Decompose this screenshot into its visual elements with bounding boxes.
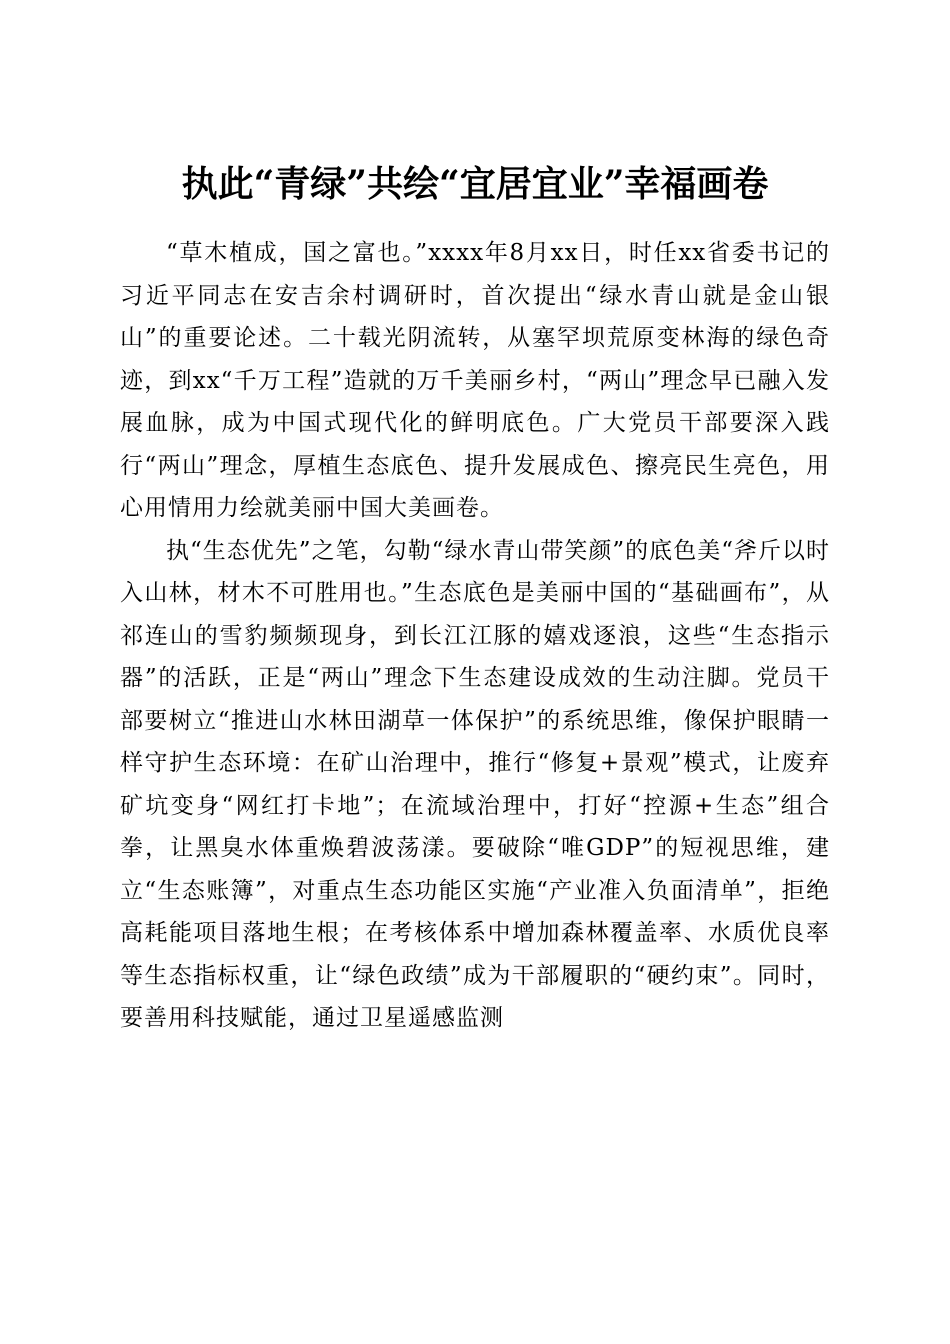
paragraph-intro: “草木植成，国之富也。”xxxx年8月xx日，时任xx省委书记的习近平同志在安吉余村调研时，首次提出“绿水青山就是金山银山”的重要论述。二十载光阴流转，从塞罕坝荒原变林海的绿色奇迹，到xx“千万工程”造就的万千美丽乡村，“两山”理念早已融入发展血脉，成为中国式现代化的鲜明底色。广大党员干部要深入践行“两山”理念，厚植生态底色、提升发展成色、擦亮民生亮色，用心用情用力绘就美丽中国大美画卷。 [120,240,830,521]
document-title: 执此“青绿”共绘“宜居宜业”幸福画卷 [181,163,769,206]
paragraph-ecology-first: 执“生态优先”之笔，勾勒“绿水青山带笑颜”的底色美“斧斤以时入山林，材木不可胜用也。”生态底色是美丽中国的“基础画布”，从祁连山的雪豹频频现身，到长江江豚的嬉戏逐浪，这些“生态指示器”的活跃，正是“两山”理念下生态建设成效的生动注脚。党员干部要树立“推进山水林田湖草一体保护”的系统思维，像保护眼睛一样守护生态环境：在矿山治理中，推行“修复+景观”模式，让废弃矿坑变身“网红打卡地”；在流域治理中，打好“控源+生态”组合拳，让黑臭水体重焕碧波荡漾。要破除“唯GDP”的短视思维，建立“生态账簿”，对重点生态功能区实施“产业准入负面清单”，拒绝高耗能项目落地生根；在考核体系中增加森林覆盖率、水质优良率等生态指标权重，让“绿色政绩”成为干部履职的“硬约束”。同时，要善用科技赋能，通过卫星遥感监测 [120,537,830,1031]
document-body [120,232,830,1040]
